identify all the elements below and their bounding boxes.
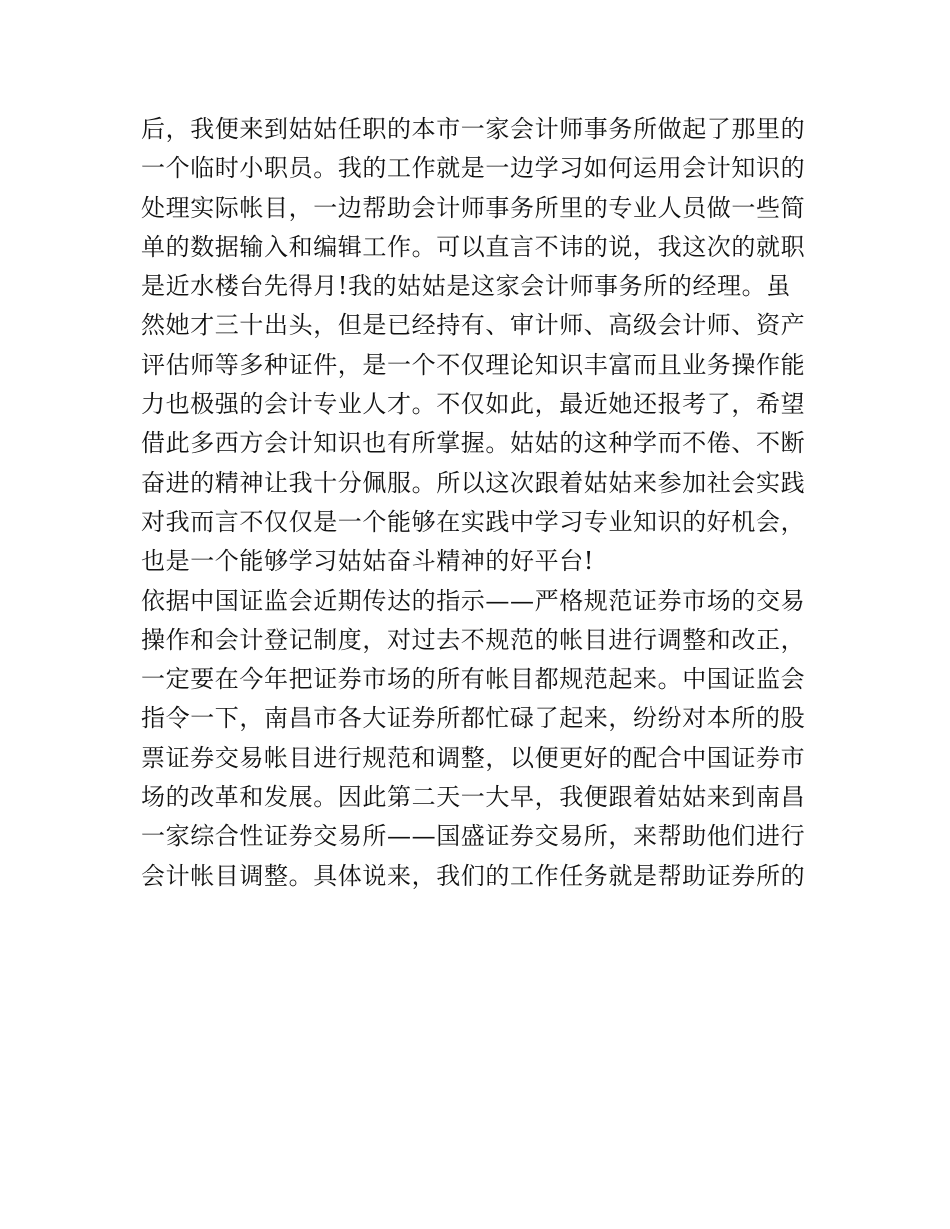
text-line: 然她才三十出头，但是已经持有、审计师、高级会计师、资产 (141, 311, 806, 340)
text-line: 依据中国证监会近期传达的指示——严格规范证券市场的交易 (141, 586, 806, 615)
text-line: 对我而言不仅仅是一个能够在实践中学习专业知识的好机会， (141, 507, 806, 536)
text-line: 一家综合性证券交易所——国盛证券交易所，来帮助他们进行 (141, 822, 806, 851)
text-line: 力也极强的会计专业人才。不仅如此，最近她还报考了，希望 (141, 390, 806, 419)
text-line: 会计帐目调整。具体说来，我们的工作任务就是帮助证券所的 (141, 861, 806, 890)
text-line: 后，我便来到姑姑任职的本市一家会计师事务所做起了那里的 (141, 115, 806, 143)
text-line: 指令一下，南昌市各大证券所都忙碌了起来，纷纷对本所的股 (141, 704, 806, 733)
text-line: 单的数据输入和编辑工作。可以直言不讳的说，我这次的就职 (141, 232, 806, 261)
text-line: 处理实际帐目，一边帮助会计师事务所里的专业人员做一些简 (141, 193, 806, 222)
text-line: 评估师等多种证件，是一个不仅理论知识丰富而且业务操作能 (141, 350, 806, 379)
document-body (141, 110, 811, 896)
text-line: 一定要在今年把证券市场的所有帐目都规范起来。中国证监会 (141, 665, 806, 694)
text-line: 也是一个能够学习姑姑奋斗精神的好平台! (141, 547, 595, 576)
text-line: 借此多西方会计知识也有所掌握。姑姑的这种学而不倦、不断 (141, 429, 806, 458)
text-line: 票证券交易帐目进行规范和调整，以便更好的配合中国证券市 (141, 743, 806, 772)
text-line: 是近水楼台先得月!我的姑姑是这家会计师事务所的经理。虽 (141, 272, 791, 301)
text-line: 一个临时小职员。我的工作就是一边学习如何运用会计知识的 (141, 154, 806, 183)
text-line: 奋进的精神让我十分佩服。所以这次跟着姑姑来参加社会实践 (141, 468, 806, 497)
text-line: 操作和会计登记制度，对过去不规范的帐目进行调整和改正， (141, 625, 806, 654)
text-line: 场的改革和发展。因此第二天一大早，我便跟着姑姑来到南昌 (141, 783, 806, 812)
